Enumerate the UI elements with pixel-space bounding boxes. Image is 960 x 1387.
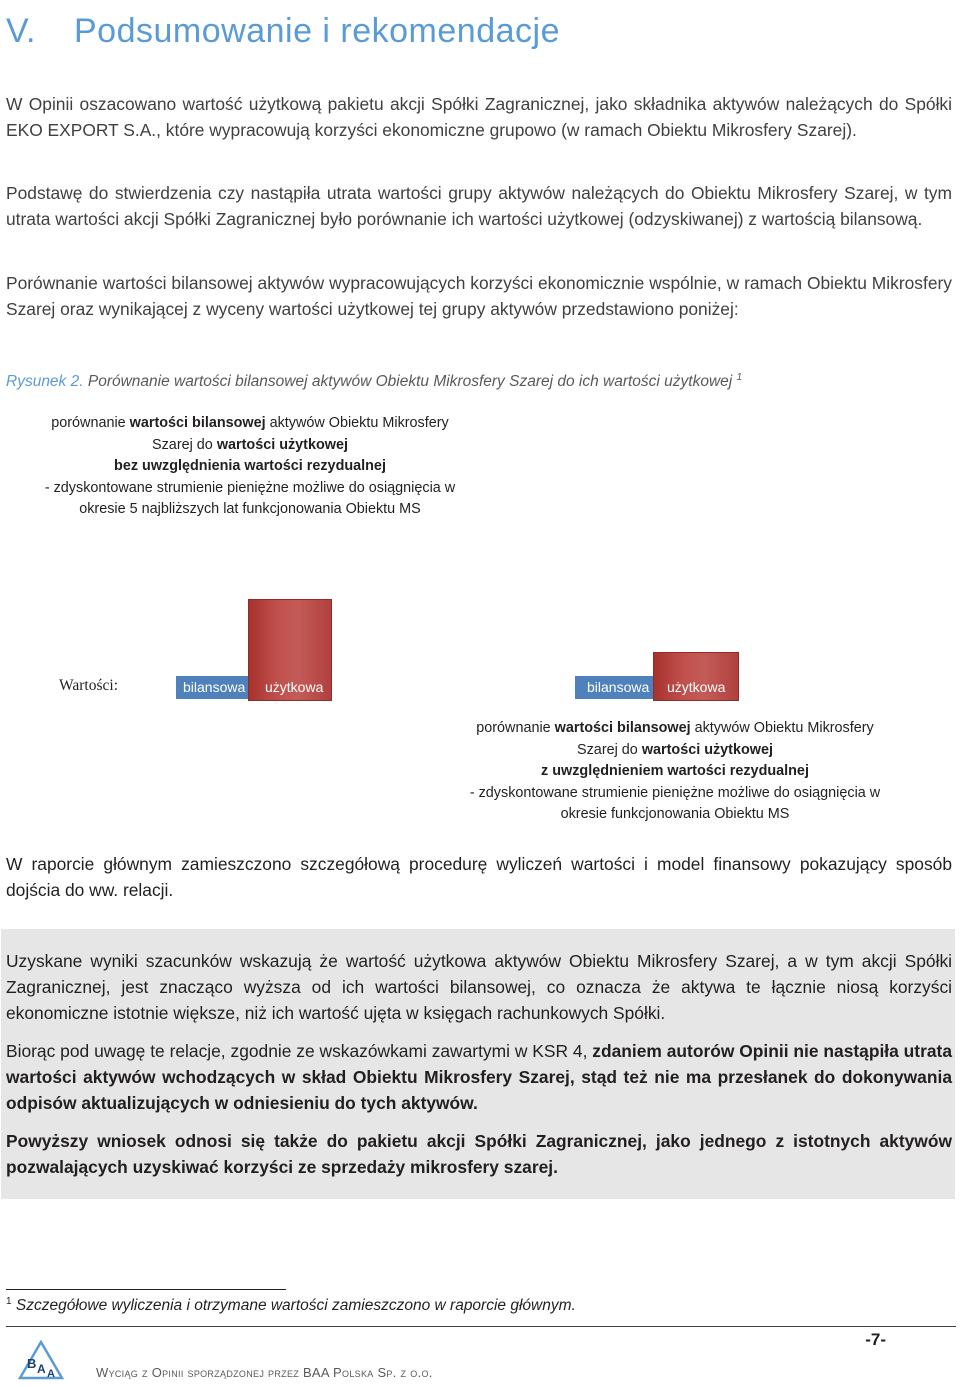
figure-caption-text: Porównanie wartości bilansowej aktywów Obiektu Mikrosfery Szarej do ich wartości użytkowej (87, 373, 733, 391)
summary-paragraph-2 (6, 1038, 952, 1116)
section-heading (6, 12, 560, 51)
figure-caption (6, 372, 742, 391)
chart1-tick-bilansowa-wrap (176, 676, 252, 699)
summary-paragraph-3: Powyższy wniosek odnosi się także do pakietu akcji Spółki Zagranicznej, jako jednego z istotnych aktywów pozwalających uzyskiwać korzyści ze sprzedaży mikrosfery szarej. (6, 1131, 952, 1177)
chart-note-left-line2: Szarej do wartości użytkowej (152, 436, 348, 453)
page-number: -7- (865, 1330, 886, 1349)
chart-note-right-line3: z uwzględnieniem wartości rezydualnej (541, 763, 809, 779)
chart2-tick-bilansowa-wrap (575, 676, 659, 699)
summary-paragraph-1: Uzyskane wyniki szacunków wskazują że wartość użytkowa aktywów Obiektu Mikrosfery Szarej, a w tym akcji Spółki Zagranicznej, jest znacząco wyższa od ich wartości bilansowej, co oznacza że aktywa te łącznie niosą korzyści ekonomiczne istotnie większe, niż ich wartość ujęta w księgach rachunkowych Spółki. (6, 951, 952, 1023)
summary-paragraph-2-lead: Biorąc pod uwagę te relacje, zgodnie ze wskazówkami zawartymi w KSR 4, (6, 1041, 593, 1061)
footnote-number: 1 (6, 1296, 12, 1307)
paragraph-comparison: Porównanie wartości bilansowej aktywów wypracowujących korzyści ekonomicznie wspólnie, w ramach Obiektu Mikrosfery Szarej oraz wynikającej z wyceny wartości użytkowej tej grupy aktywów przedstawiono poniżej: (6, 273, 952, 319)
chart-note-right-line5: okresie funkcjonowania Obiektu MS (560, 806, 790, 822)
footnote-text: Szczegółowe wyliczenia i otrzymane wartości zamieszczono w raporcie głównym. (15, 1297, 576, 1315)
footnote (6, 1296, 576, 1315)
chart2-tick-uzytkowa-wrap (653, 676, 737, 699)
chart-note-left-line3: bez uwzględnienia wartości rezydualnej (114, 458, 386, 474)
chart-note-left-line1: porównanie wartości bilansowej aktywów Obiektu Mikrosfery (51, 415, 449, 431)
svg-text:A: A (37, 1362, 46, 1376)
chart1-tick-uzytkowa-wrap (248, 676, 330, 699)
chart-note-left (16, 413, 484, 521)
paragraph-main-report: W raporcie głównym zamieszczono szczegółową procedurę wyliczeń wartości i model finansowy pokazujący sposób dojścia do ww. relacji. (6, 854, 952, 900)
figure-label: Rysunek 2. (6, 373, 84, 391)
chart-note-right-line2: Szarej do wartości użytkowej (577, 741, 773, 758)
section-number: V. (6, 12, 37, 50)
chart-note-left-line4: - zdyskontowane strumienie pieniężne możliwe do osiągnięcia w (44, 479, 456, 496)
chart2-tick-uzytkowa: użytkowa (667, 679, 726, 695)
chart1-tick-uzytkowa: użytkowa (265, 679, 324, 695)
footnote-divider (6, 1289, 286, 1290)
comparison-chart (0, 405, 960, 825)
paragraph-intro: W Opinii oszacowano wartość użytkową pakietu akcji Spółki Zagranicznej, jako składnika aktywów należących do Spółki EKO EXPORT S.A., które wypracowują korzyści ekonomiczne grupowo (w ramach Obiektu Mikrosfery Szarej). (6, 94, 952, 140)
baa-logo (18, 1340, 64, 1380)
chart-note-left-line5: okresie 5 najbliższych lat funkcjonowania Obiektu MS (79, 501, 421, 517)
svg-text:B: B (27, 1356, 37, 1371)
summary-paragraph-2-conclusion: zdaniem autorów Opinii nie nastąpiła utrata wartości aktywów wchodzących w skład Obiektu Mikrosfery Szarej, stąd też nie ma przesłanek do dokonywania odpisów aktualizujących w odniesieniu do tych aktywów. (6, 1041, 952, 1113)
figure-footnote-ref: 1 (736, 372, 743, 383)
svg-text:A: A (47, 1368, 55, 1380)
chart2-tick-bilansowa: bilansowa (587, 679, 650, 695)
section-title: Podsumowanie i rekomendacje (74, 12, 560, 50)
chart-axis-label: Wartości: (59, 677, 119, 694)
chart1-tick-bilansowa: bilansowa (183, 679, 246, 695)
footer-text: Wyciąg z Opinii sporządzonej przez BAA Polska Sp. z o.o. (96, 1365, 433, 1380)
chart-note-right-line4: - zdyskontowane strumienie pieniężne możliwe do osiągnięcia w (469, 784, 881, 801)
footer-divider (6, 1326, 956, 1327)
paragraph-basis: Podstawę do stwierdzenia czy nastąpiła utrata wartości grupy aktywów należących do Obiektu Mikrosfery Szarej, w tym utrata wartości akcji Spółki Zagranicznej było porównanie ich wartości użytkowej (odzyskiwanej) z wartością bilansową. (6, 183, 952, 229)
chart-note-right (440, 718, 910, 826)
chart-note-right-line1: porównanie wartości bilansowej aktywów Obiektu Mikrosfery (476, 720, 874, 736)
